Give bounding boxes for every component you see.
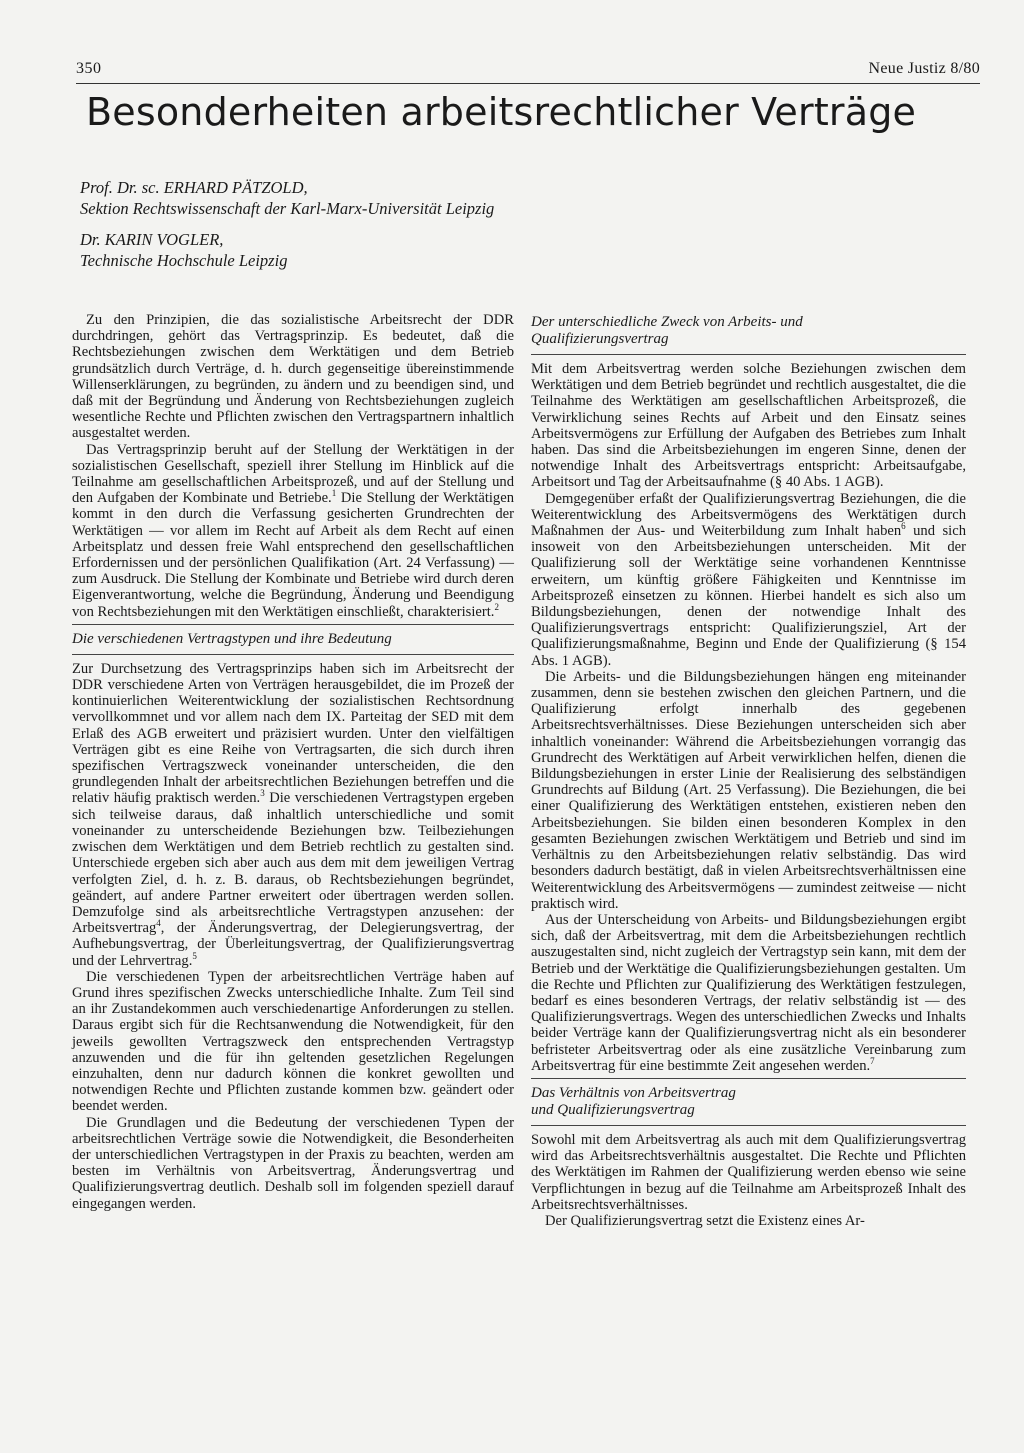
section-heading xyxy=(72,624,514,655)
paragraph: Sowohl mit dem Arbeitsvertrag als auch mit dem Qualifizierungsvertrag wird das Arbeitsrechtsverhältnis ausgestaltet. Die Rechte und Pflichten des Werktätigen im Rahmen der Qualifizierung werden ebenso wie seine Verpflichtungen in bezug auf die Teilnahme am Arbeitsprozeß Inhalt des Arbeitsrechtsverhältnisses. xyxy=(531,1131,966,1213)
footnote-ref[interactable]: 3 xyxy=(260,788,265,799)
text-run: Demgegenüber erfaßt der Qualifizierungsvertrag Beziehungen, die die Weiterentwicklung des Arbeitsvermögens des Werktätigen durch Maßnahmen der Aus- und Weiterbildung zum Inhalt haben xyxy=(531,490,966,540)
text-run: Zur Durchsetzung des Vertragsprinzips haben sich im Arbeitsrecht der DDR verschiedene Arten von Verträgen herausgebildet, die im Prozeß der kontinuierlichen Weiterentwicklung der sozialistischen Rechtsordnung vervollkommnet und vor allem nach dem IX. Parteitag der SED mit dem Erlaß des AGB erweitert und präzisiert wurden. Unter den vielfältigen Verträgen gibt es eine Reihe von Vertragsarten, die sich durch ihren spezifischen Vertragszweck voneinander unterscheiden, die den grundlegenden Inhalt der arbeitsrechtlichen Beziehungen betreffen und die relativ häufig praktisch werden. xyxy=(72,660,514,807)
text-run: Das Vertragsprinzip beruht auf der Stellung der Werktätigen in der sozialistischen Gesellschaft, speziell ihrer Stellung im Hinblick auf die Teilnahme am gesellschaftlichen Arbeitsprozeß, und auf der Stellung und den Aufgaben der Kombinate und Betriebe. xyxy=(72,441,514,507)
footnote-ref[interactable]: 4 xyxy=(156,918,161,929)
text-run: Aus der Unterscheidung von Arbeits- und Bildungsbeziehungen ergibt sich, daß der Arbeitsvertrag, mit dem die Arbeitsbeziehungen rechtlich auszugestalten sind, nicht zugleich der Vertragstyp sein kann, mit dem der Betrieb und der Werktätige die Qualifizierungsbeziehungen gestalten. Um die Rechte und Pflichten zur Qualifizierung des Werktätigen festzulegen, bedarf es eines besonderen Vertrags, der relativ selbständig ist — des Qualifizierungsvertrags. Wegen des unterschiedlichen Zwecks und Inhalts beider Verträge kann der Qualifizierungsvertrag nicht als ein besonderer befristeter Arbeitsvertrag oder als eine zusätzliche Vereinbarung zum Arbeitsvertrag für eine bestimmte Zeit angesehen werden. xyxy=(531,911,966,1074)
author-block xyxy=(80,177,780,219)
author-affiliation: Technische Hochschule Leipzig xyxy=(80,251,288,270)
paragraph xyxy=(531,912,966,1074)
paragraph: Mit dem Arbeitsvertrag werden solche Beziehungen zwischen dem Werktätigen und dem Betrieb begründet und rechtlich ausgestaltet, die die Teilnahme des Werktätigen am gesellschaftlichen Arbeitsprozeß, die Verwirklichung seines Rechts auf Arbeit und den Einsatz seines Arbeitsvermögens zur Erfüllung der Aufgaben des Betriebes zum Inhalt haben. Das sind die Arbeitsbeziehungen im engeren Sinne, denen der notwendige Inhalt des Arbeitsvertrags entspricht: Arbeitsaufgabe, Arbeitsort und Tag der Arbeitsaufnahme (§ 40 Abs. 1 AGB). xyxy=(531,361,966,491)
paragraph: Zu den Prinzipien, die das sozialistische Arbeitsrecht der DDR durchdringen, gehört das Vertragsprinzip. Es bedeutet, daß die Rechtsbeziehungen zwischen dem Werktätigen und dem Betrieb grundsätzlich durch Verträge, d. h. durch gegenseitige übereinstimmende Willenserklärungen, zu begründen, zu ändern und zu beendigen sind, und daß mit der Begründung und Änderung von Rechtsbeziehungen zugleich wesentliche Rechte und Pflichten zwischen den Vertragspartnern inhaltlich ausgestaltet werden. xyxy=(72,312,514,442)
journal-issue: Neue Justiz 8/80 xyxy=(868,60,980,77)
section-heading-text: Die verschiedenen Vertragstypen und ihre Bedeutung xyxy=(72,630,392,647)
section-heading xyxy=(531,1078,966,1126)
section-heading-text: Der unterschiedliche Zweck von Arbeits- und xyxy=(531,314,803,330)
page-number: 350 xyxy=(76,60,102,77)
section-heading xyxy=(531,312,966,355)
article-title: Besonderheiten arbeitsrechtlicher Verträge xyxy=(86,90,917,134)
right-column xyxy=(531,312,966,1229)
paragraph: Die verschiedenen Typen der arbeitsrechtlichen Verträge haben auf Grund ihres spezifischen Zwecks unterschiedliche Inhalte. Zum Teil sind an ihr Zustandekommen auch verschiedenartige Anforderungen zu stellen. Daraus ergibt sich für die Rechtsanwendung die Notwendigkeit, für den jeweils gewollten Vertragszweck den entsprechenden Vertragstyp anzuwenden und die für ihn geltenden gesetzlichen Regelungen einzuhalten, denn nur dadurch können die konkret gewollten und notwendigen Rechte und Pflichten zustande kommen bzw. geändert oder beendet werden. xyxy=(72,968,514,1115)
footnote-ref[interactable]: 2 xyxy=(494,601,499,612)
paragraph xyxy=(72,661,514,969)
footnote-ref[interactable]: 6 xyxy=(901,521,906,532)
paragraph: Der Qualifizierungsvertrag setzt die Existenz eines Ar- xyxy=(545,1212,865,1229)
footnote-ref[interactable]: 5 xyxy=(192,950,197,961)
paragraph xyxy=(72,442,514,620)
section-heading-text: und Qualifizierungsvertrag xyxy=(531,1101,695,1118)
author-name: Prof. Dr. sc. ERHARD PÄTZOLD, xyxy=(80,178,308,197)
text-run: , der Änderungsvertrag, der Delegierungsvertrag, der Aufhebungsvertrag, der Überleitungsvertrag, der Qualifizierungsvertrag und der Lehrvertrag. xyxy=(72,920,514,969)
section-heading-text: Qualifizierungsvertrag xyxy=(531,331,669,347)
paragraph: Die Arbeits- und die Bildungsbeziehungen hängen eng miteinander zusammen, denn sie bestehen zwischen den gleichen Partnern, und die Qualifizierung erfolgt innerhalb des gegebenen Arbeitsrechtsverhältnisses. Diese Beziehungen unterscheiden sich aber inhaltlich voneinander: Während die Arbeitsbeziehungen vorrangig das Grundrecht des Werktätigen auf Arbeit verwirklichen helfen, dienen die Bildungsbeziehungen in erster Linie der Realisierung des selbständigen Grundrechts auf Bildung (Art. 25 Verfassung). Die Beziehungen, die bei einer Qualifizierung des Werktätigen entstehen, existieren neben den Arbeitsbeziehungen. Sie bilden einen besonderen Komplex in den gesamten Beziehungen zwischen Werktätigem und Betrieb und sind im Verhältnis zu den Arbeitsbeziehungen relativ selbständig. Das wird besonders dadurch bestätigt, daß in vielen Arbeitsrechtsverhältnissen eine Weiterentwicklung des Arbeitsvermögens — zumindest zeitweise — nicht praktisch wird. xyxy=(531,668,966,912)
text-run: Die verschiedenen Vertragstypen ergeben sich teilweise daraus, daß inhaltlich unterschiedliche und somit voneinander zu unterscheidende Beziehungen bzw. Teilbeziehungen zwischen dem Werktätigen und dem Betrieb rechtlich zu gestalten sind. Unterschiede ergeben sich aber auch aus dem mit dem jeweiligen Vertrag verfolgten Ziel, d. h. z. B. daraus, ob Rechtsbeziehungen begründet, geändert, auf andere Partner erweitert oder übertragen werden sollen. Demzufolge sind als arbeitsrechtliche Vertragstypen anzusehen: der Arbeitsvertrag xyxy=(72,790,515,937)
paragraph: Die Grundlagen und die Bedeutung der verschiedenen Typen der arbeitsrechtlichen Verträge sowie die Notwendigkeit, die Besonderheiten der unterschiedlichen Vertragstypen in der Praxis zu beachten, werden am besten im Verhältnis von Arbeitsvertrag, Änderungsvertrag und Qualifizierungsvertrag deutlich. Deshalb soll im folgenden speziell darauf eingegangen werden. xyxy=(72,1114,514,1212)
author-block xyxy=(80,229,780,271)
footnote-ref[interactable]: 1 xyxy=(331,488,337,499)
header-rule xyxy=(76,83,980,84)
footnote-ref[interactable]: 7 xyxy=(870,1055,875,1066)
section-heading-text: Das Verhältnis von Arbeitsvertrag xyxy=(531,1084,736,1101)
author-affiliation: Sektion Rechtswissenschaft der Karl-Marx-Universität Leipzig xyxy=(80,199,495,218)
author-list xyxy=(80,177,780,281)
author-name: Dr. KARIN VOGLER, xyxy=(80,230,224,249)
text-run: Die Stellung der Werktätigen kommt in den durch die Verfassung gesicherten Grundrechten der Werktätigen — vor allem im Recht auf Arbeit als dem Recht auf einen Arbeitsplatz und dessen freie Wahl entsprechend den gesellschaftlichen Erfordernissen und der persönlichen Qualifikation (Art. 24 Verfassung) — zum Ausdruck. Die Stellung der Kombinate und Betriebe wird durch deren Eigenverantwortung, welche die Begründung, Änderung und Beendigung von Rechtsbeziehungen mit den Werktätigen einschließt, charakterisiert. xyxy=(72,490,514,620)
paragraph xyxy=(531,491,966,669)
text-run: und sich insoweit von den Arbeitsbeziehungen unterscheiden. Mit der Qualifizierung soll der Werktätige seine vorhandenen Kenntnisse erweitern, um künftig größere Fähigkeiten und Kenntnisse im Arbeitsprozeß einsetzen zu können. Hierbei handelt es sich also um Bildungsbeziehungen, denen der notwendige Inhalt des Qualifizierungsvertrags entspricht: Qualifizierungsziel, Art der Qualifizierungsmaßnahme, Beginn und Ende der Qualifizierung (§ 154 Abs. 1 AGB). xyxy=(531,523,966,669)
left-column xyxy=(72,312,514,1212)
